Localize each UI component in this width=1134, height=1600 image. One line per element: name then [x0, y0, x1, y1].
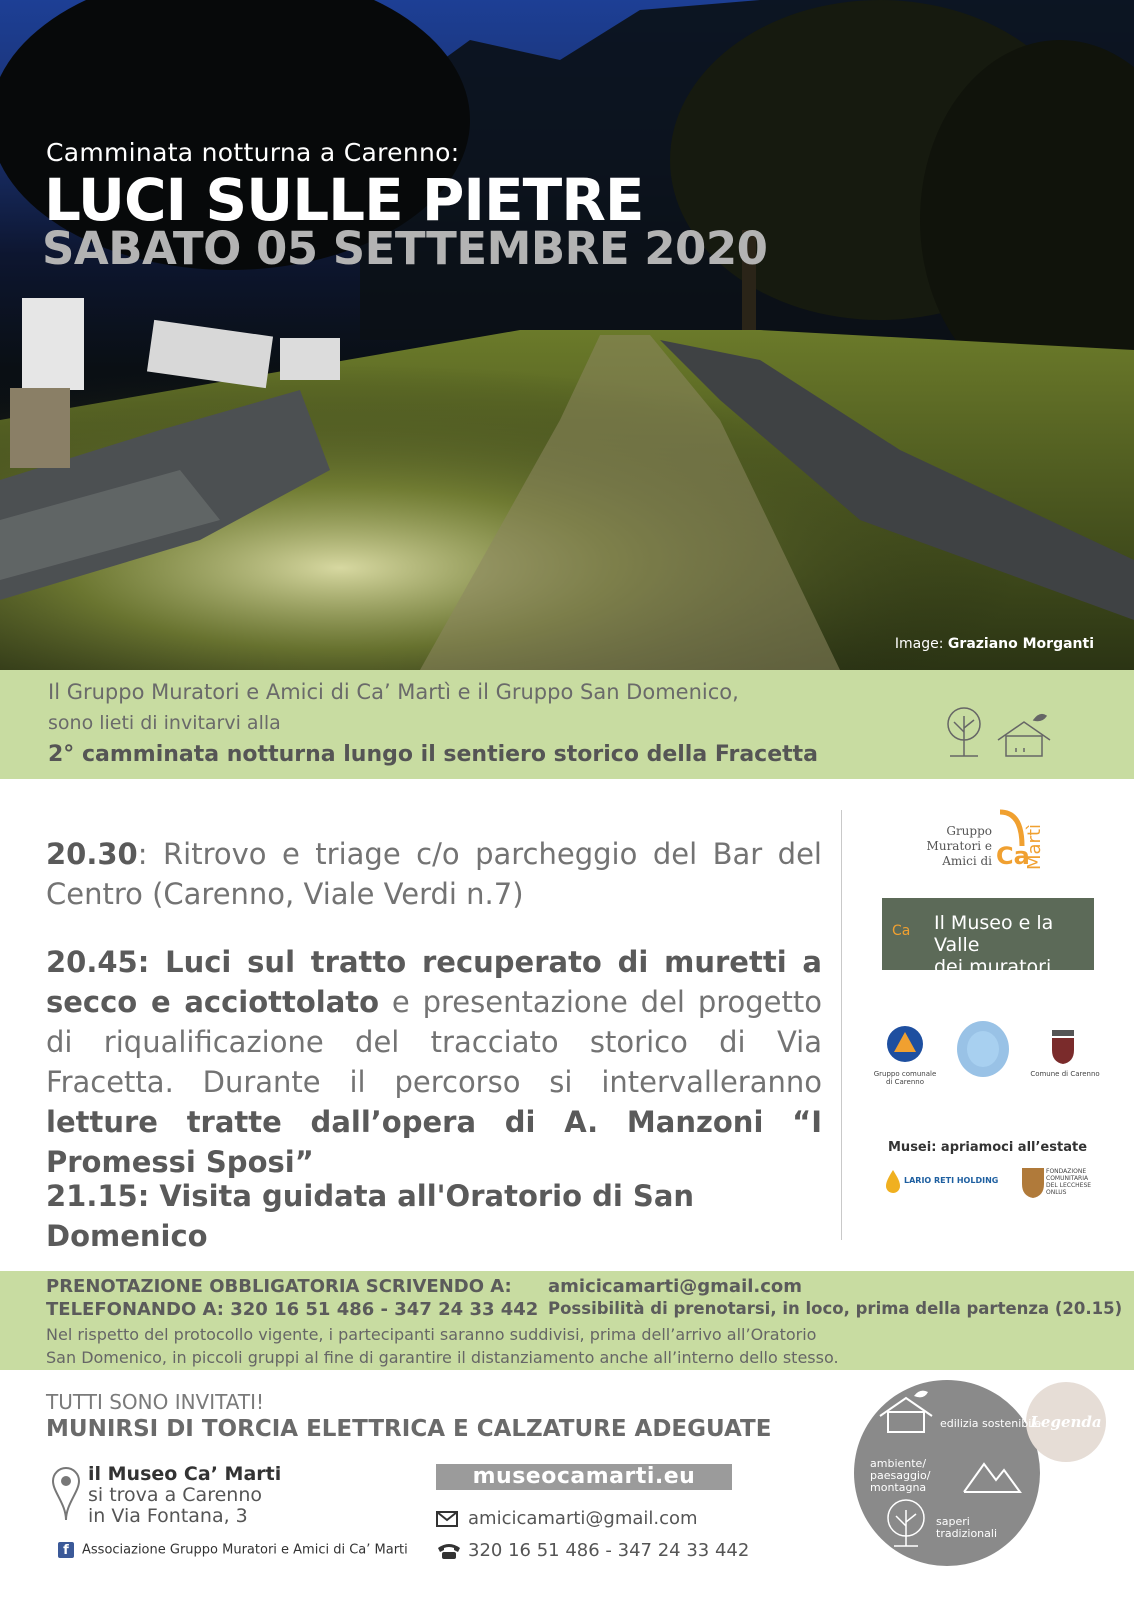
- booking-label-phone: TELEFONANDO A: 320 16 51 486 - 347 24 33 442: [46, 1299, 539, 1320]
- credit-name: Graziano Morganti: [947, 636, 1094, 652]
- program-time: 21.15: [46, 1179, 138, 1213]
- facebook-link[interactable]: [58, 1542, 408, 1558]
- location-pin-icon: [50, 1466, 82, 1522]
- contact-email[interactable]: [436, 1508, 698, 1529]
- program-time: 20.45: [46, 945, 138, 979]
- protezione-civile-label: Gruppo comunale di Carenno: [873, 1070, 937, 1086]
- legend-title: Legenda: [1026, 1382, 1106, 1462]
- san-domenico-logo: [954, 1018, 1012, 1080]
- telephone-icon: [436, 1542, 462, 1560]
- facebook-label: Associazione Gruppo Muratori e Amici di Ca’ Marti: [82, 1542, 408, 1558]
- contact-phone[interactable]: [436, 1540, 749, 1561]
- intro-line-2: sono lieti di invitarvi alla: [48, 712, 281, 734]
- program-text: : Ritrovo e triage c/o parcheggio del Bar del Centro (Carenno, Viale Verdi n.7): [46, 837, 822, 911]
- water-drop-icon: [884, 1168, 902, 1194]
- museum-location: si trova a Carenno: [88, 1484, 262, 1506]
- museo-line-1: Il Museo e la Valle: [934, 912, 1054, 956]
- program-item-2115: [46, 1176, 822, 1256]
- booking-note-2: San Domenico, in piccoli gruppi al fine di garantire il distanziamento anche all’interno dello stesso.: [46, 1348, 839, 1367]
- program-time: 20.30: [46, 837, 138, 871]
- house-icon: [998, 715, 1050, 756]
- booking-email[interactable]: amicicamarti@gmail.com: [548, 1276, 803, 1297]
- program-text: e presentazione del progetto di riqualificazione del tracciato storico di Via Fracetta. Durante il percorso si intervalleranno: [46, 985, 822, 1099]
- gruppo-muratori-logo: [920, 800, 1060, 872]
- museum-name: il Museo Ca’ Marti: [88, 1463, 282, 1485]
- comune-crest-icon: [1046, 1026, 1080, 1066]
- tree-icon: [948, 708, 980, 756]
- program-highlight: : Luci sul tratto recuperato di muretti a secco e acciottolato: [46, 945, 822, 1019]
- envelope-icon: [436, 1511, 458, 1527]
- fondazione-label: FONDAZIONE COMUNITARIA DEL LECCHESE ONLUS: [1046, 1168, 1092, 1196]
- equipment-text: MUNIRSI DI TORCIA ELETTRICA E CALZATURE ADEGUATE: [46, 1416, 772, 1442]
- museo-valle-logo: [882, 898, 1094, 978]
- hero-subtitle: Camminata notturna a Carenno:: [46, 138, 460, 167]
- website-link[interactable]: museocamarti.eu: [436, 1464, 732, 1490]
- facebook-icon: f: [58, 1542, 74, 1558]
- booking-label-email: PRENOTAZIONE OBBLIGATORIA SCRIVENDO A:: [46, 1276, 512, 1297]
- program-item-2045: [46, 942, 822, 1182]
- logo-ca: Ca: [892, 923, 911, 939]
- protezione-civile-logo: [880, 1024, 930, 1070]
- email-text: amicicamarti@gmail.com: [468, 1508, 698, 1529]
- tree-house-icons: [936, 706, 1056, 764]
- intro-headline: 2° camminata notturna lungo il sentiero storico della Fracetta: [48, 742, 819, 767]
- fondazione-crest-icon: [1020, 1166, 1046, 1200]
- legend-item-ambiente: ambiente/ paesaggio/ montagna: [870, 1457, 931, 1494]
- musei-label: Musei: apriamoci all’estate: [888, 1140, 1088, 1155]
- program-highlight: letture tratte dall’opera di A. Manzoni “I Promessi Sposi”: [46, 1105, 822, 1179]
- phone-text: 320 16 51 486 - 347 24 33 442: [468, 1540, 750, 1561]
- museo-logo-text: [934, 912, 1094, 978]
- logo-ca: Ca: [996, 842, 1030, 870]
- hero-title: LUCI SULLE PIETRE: [44, 166, 644, 234]
- invite-text: TUTTI SONO INVITATI!: [46, 1390, 265, 1414]
- lario-reti-logo: LARIO RETI HOLDING: [904, 1176, 999, 1185]
- booking-note-1: Nel rispetto del protocollo vigente, i partecipanti saranno suddivisi, prima dell’arrivo all’Oratorio: [46, 1325, 817, 1344]
- museum-street: in Via Fontana, 3: [88, 1505, 248, 1527]
- legend-item-edilizia: edilizia sostenibile: [940, 1417, 1042, 1430]
- event-date: SABATO 05 SETTEMBRE 2020: [42, 222, 768, 275]
- intro-line-1: Il Gruppo Muratori e Amici di Ca’ Martì e il Gruppo San Domenico,: [48, 680, 739, 704]
- logo-marti: Martì: [1024, 823, 1045, 870]
- booking-onsite: Possibilità di prenotarsi, in loco, prima della partenza (20.15): [548, 1299, 1123, 1318]
- logo-text: Gruppo Muratori e Amici di: [926, 824, 992, 868]
- mountain-icon: [962, 1458, 1022, 1494]
- comune-label: Comune di Carenno: [1030, 1070, 1100, 1078]
- night-path-illustration: [0, 0, 1134, 670]
- legend-item-saperi: saperi tradizionali: [936, 1515, 997, 1540]
- tree-icon: [880, 1498, 932, 1550]
- credit-label: Image:: [894, 636, 944, 652]
- hero-photo: [0, 0, 1134, 670]
- museum-address: [88, 1464, 281, 1527]
- museo-line-2: dei muratori: [934, 956, 1052, 978]
- house-leaf-icon: [878, 1390, 938, 1436]
- photo-credit: [895, 636, 1094, 652]
- vertical-divider: [841, 810, 842, 1240]
- program-item-2030: [46, 834, 822, 914]
- program-highlight: : Visita guidata all'Oratorio di San Domenico: [46, 1179, 695, 1253]
